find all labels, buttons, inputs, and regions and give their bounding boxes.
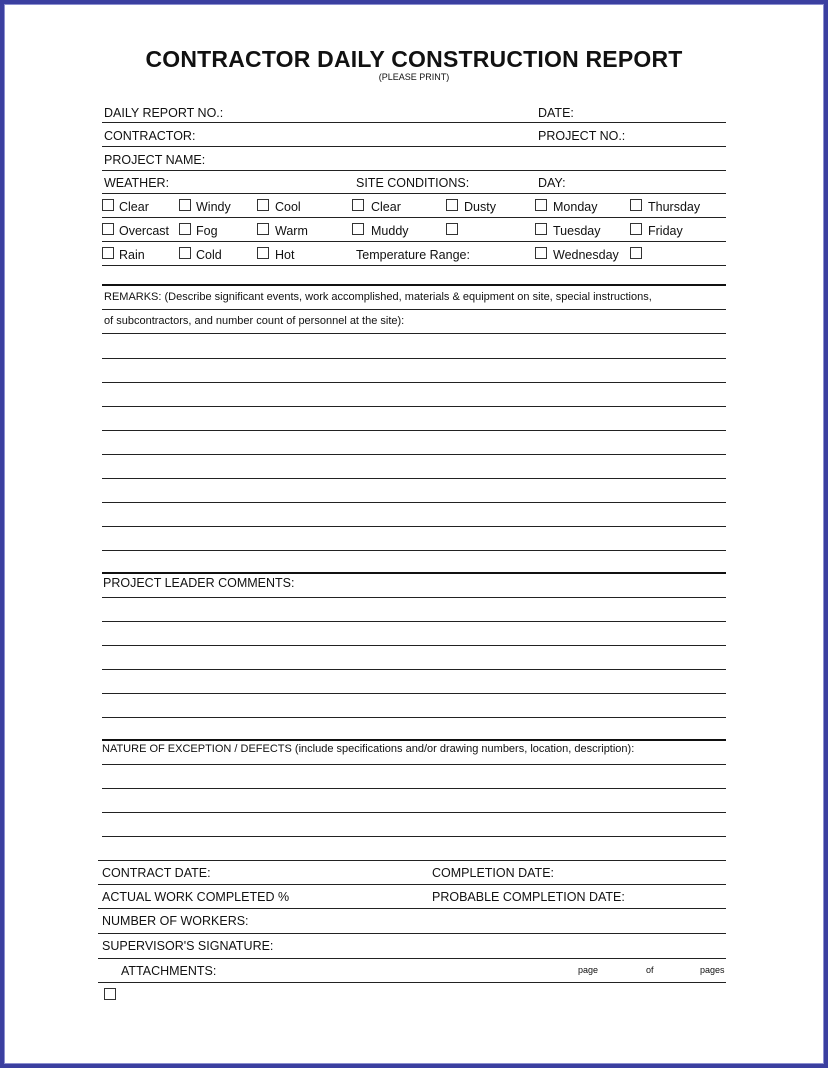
weather-clear-checkbox[interactable]	[102, 199, 114, 211]
exception-line[interactable]	[102, 812, 726, 813]
weather-rain-label: Rain	[119, 248, 145, 262]
actual-work-field[interactable]	[98, 908, 726, 909]
comments-line[interactable]	[102, 693, 726, 694]
project-no-label: PROJECT NO.:	[538, 129, 626, 143]
weather-cold-label: Cold	[196, 248, 222, 262]
comments-line[interactable]	[102, 717, 726, 718]
attachments-checkbox[interactable]	[104, 988, 116, 1000]
divider	[98, 860, 726, 861]
weather-overcast-checkbox[interactable]	[102, 223, 114, 235]
site-blank-checkbox[interactable]	[446, 223, 458, 235]
weather-fog-checkbox[interactable]	[179, 223, 191, 235]
of-label: of	[646, 965, 654, 975]
weather-cold-checkbox[interactable]	[179, 247, 191, 259]
comments-line[interactable]	[102, 669, 726, 670]
weather-cool-checkbox[interactable]	[257, 199, 269, 211]
divider	[102, 241, 726, 242]
divider	[102, 265, 726, 266]
section-divider	[102, 284, 726, 286]
weather-cool-label: Cool	[275, 200, 301, 214]
day-friday-checkbox[interactable]	[630, 223, 642, 235]
signature-field[interactable]	[98, 958, 726, 959]
remarks-line[interactable]	[102, 526, 726, 527]
site-muddy-checkbox[interactable]	[352, 223, 364, 235]
section-divider	[102, 739, 726, 741]
divider	[102, 193, 726, 194]
weather-clear-label: Clear	[119, 200, 149, 214]
day-monday-checkbox[interactable]	[535, 199, 547, 211]
comments-line[interactable]	[102, 621, 726, 622]
daily-report-no-field[interactable]	[102, 122, 726, 123]
contractor-field[interactable]	[102, 146, 726, 147]
signature-label: SUPERVISOR'S SIGNATURE:	[102, 939, 274, 953]
date-label: DATE:	[538, 106, 574, 120]
exception-label: NATURE OF EXCEPTION / DEFECTS (include specifications and/or drawing numbers, location, description):	[102, 743, 635, 755]
exception-line[interactable]	[102, 836, 726, 837]
remarks-line[interactable]	[102, 454, 726, 455]
temperature-range-label: Temperature Range:	[356, 248, 470, 262]
daily-report-no-label: DAILY REPORT NO.:	[104, 106, 224, 120]
day-wednesday-checkbox[interactable]	[535, 247, 547, 259]
remarks-line[interactable]	[102, 502, 726, 503]
site-dusty-label: Dusty	[464, 200, 496, 214]
weather-hot-label: Hot	[275, 248, 295, 262]
contractor-label: CONTRACTOR:	[104, 129, 196, 143]
remarks-label: REMARKS: (Describe significant events, work accomplished, materials & equipment on site, special instructions,	[104, 291, 652, 303]
remarks-line[interactable]	[102, 382, 726, 383]
weather-fog-label: Fog	[196, 224, 218, 238]
remarks-line[interactable]	[102, 550, 726, 551]
remarks-line[interactable]	[102, 430, 726, 431]
remarks-line[interactable]	[102, 333, 726, 334]
day-wednesday-label: Wednesday	[553, 248, 619, 262]
day-blank-checkbox[interactable]	[630, 247, 642, 259]
weather-windy-checkbox[interactable]	[179, 199, 191, 211]
weather-label: WEATHER:	[104, 176, 170, 190]
project-name-field[interactable]	[102, 170, 726, 171]
report-title: CONTRACTOR DAILY CONSTRUCTION REPORT	[145, 46, 683, 72]
day-thursday-checkbox[interactable]	[630, 199, 642, 211]
actual-work-label: ACTUAL WORK COMPLETED %	[102, 890, 290, 904]
remarks-line[interactable]	[102, 406, 726, 407]
weather-warm-checkbox[interactable]	[257, 223, 269, 235]
day-friday-label: Friday	[648, 224, 683, 238]
remarks-label-cont: of subcontractors, and number count of personnel at the site):	[104, 315, 405, 327]
page-label: page	[578, 965, 599, 975]
project-name-label: PROJECT NAME:	[104, 153, 206, 167]
site-clear-label: Clear	[371, 200, 401, 214]
site-muddy-label: Muddy	[371, 224, 409, 238]
remarks-line[interactable]	[102, 309, 726, 310]
attachments-field[interactable]	[98, 982, 726, 983]
completion-date-label: COMPLETION DATE:	[432, 866, 555, 880]
section-divider	[102, 572, 726, 574]
exception-line[interactable]	[102, 788, 726, 789]
pages-label: pages	[700, 965, 725, 975]
divider	[102, 217, 726, 218]
day-thursday-label: Thursday	[648, 200, 701, 214]
probable-completion-label: PROBABLE COMPLETION DATE:	[432, 890, 625, 904]
weather-windy-label: Windy	[196, 200, 231, 214]
day-monday-label: Monday	[553, 200, 598, 214]
weather-warm-label: Warm	[275, 224, 308, 238]
exception-line[interactable]	[102, 764, 726, 765]
weather-rain-checkbox[interactable]	[102, 247, 114, 259]
attachments-label: ATTACHMENTS:	[121, 964, 217, 978]
site-dusty-checkbox[interactable]	[446, 199, 458, 211]
comments-line[interactable]	[102, 645, 726, 646]
remarks-line[interactable]	[102, 358, 726, 359]
leader-comments-label: PROJECT LEADER COMMENTS:	[103, 576, 295, 590]
contract-date-label: CONTRACT DATE:	[102, 866, 211, 880]
day-tuesday-checkbox[interactable]	[535, 223, 547, 235]
day-label: DAY:	[538, 176, 566, 190]
workers-label: NUMBER OF WORKERS:	[102, 914, 249, 928]
day-tuesday-label: Tuesday	[553, 224, 601, 238]
contract-date-field[interactable]	[98, 884, 726, 885]
weather-overcast-label: Overcast	[119, 224, 170, 238]
workers-field[interactable]	[98, 933, 726, 934]
site-clear-checkbox[interactable]	[352, 199, 364, 211]
weather-hot-checkbox[interactable]	[257, 247, 269, 259]
remarks-line[interactable]	[102, 478, 726, 479]
site-conditions-label: SITE CONDITIONS:	[356, 176, 470, 190]
comments-line[interactable]	[102, 597, 726, 598]
report-subtitle: (PLEASE PRINT)	[378, 72, 450, 82]
